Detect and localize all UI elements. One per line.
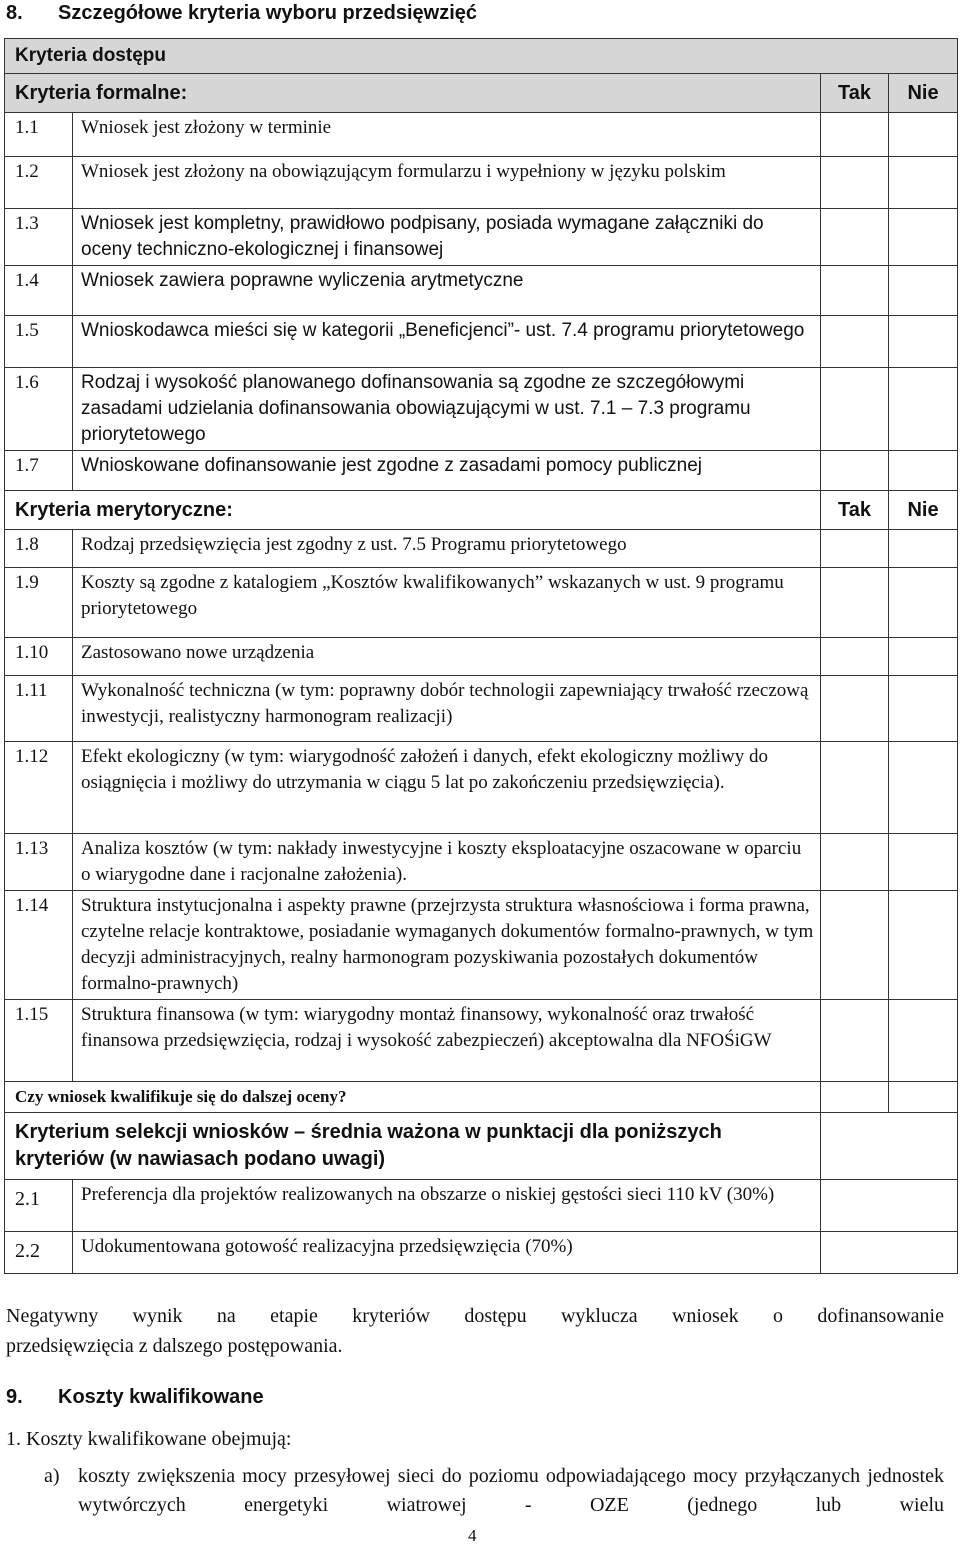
criterion-text: Struktura finansowa (w tym: wiarygodny montaż finansowy, wykonalność oraz trwałość finansowa przedsięwzięcia, rodzaj i wysokość zabezpieczeń) akceptowalna dla NFOŚiGW bbox=[73, 1000, 821, 1082]
criteria-table bbox=[4, 38, 958, 1274]
tak-checkbox-cell[interactable] bbox=[821, 368, 889, 451]
criterion-code: 2.2 bbox=[5, 1232, 73, 1274]
tak-checkbox-cell[interactable] bbox=[821, 891, 889, 1000]
criterion-text: Zastosowano nowe urządzenia bbox=[73, 638, 821, 676]
criterion-row bbox=[5, 113, 958, 157]
tak-checkbox-cell[interactable] bbox=[821, 834, 889, 891]
formal-header-row bbox=[5, 74, 958, 113]
tak-checkbox-cell[interactable] bbox=[821, 316, 889, 368]
nie-header: Nie bbox=[889, 491, 958, 530]
criterion-text: Struktura instytucjonalna i aspekty prawne (przejrzysta struktura własnościowa i forma prawna, czytelne relacje kontraktowe, posiadanie wymaganych dokumentów formalno-prawnych, w tym decyzji administracyjnych, realny harmonogram pozyskiwania pozostałych dokumentów formalno-prawnych) bbox=[73, 891, 821, 1000]
criterion-code: 2.1 bbox=[5, 1180, 73, 1232]
criterion-text: Rodzaj i wysokość planowanego dofinansowania są zgodne ze szczegółowymi zasadami udzielania dofinansowania obowiązującymi w ust. 7.1 – 7.3 programu priorytetowego bbox=[73, 368, 821, 451]
criterion-code: 1.4 bbox=[5, 266, 73, 316]
criterion-text: Wniosek jest złożony na obowiązującym formularzu i wypełniony w języku polskim bbox=[73, 157, 821, 209]
nie-checkbox-cell[interactable] bbox=[889, 157, 958, 209]
criterion-code: 1.7 bbox=[5, 451, 73, 491]
tak-checkbox-cell[interactable] bbox=[821, 1000, 889, 1082]
nie-checkbox-cell[interactable] bbox=[889, 676, 958, 742]
selection-header-row bbox=[5, 1113, 958, 1180]
criterion-text: Analiza kosztów (w tym: nakłady inwestycyjne i koszty eksploatacyjne oszacowane w oparciu o wiarygodne dane i racjonalne założenia). bbox=[73, 834, 821, 891]
criterion-code: 1.1 bbox=[5, 113, 73, 157]
nie-checkbox-cell[interactable] bbox=[889, 451, 958, 491]
tak-header: Tak bbox=[821, 74, 889, 113]
tak-checkbox-cell[interactable] bbox=[821, 742, 889, 834]
score-cell[interactable] bbox=[821, 1180, 958, 1232]
criterion-row bbox=[5, 891, 958, 1000]
tak-checkbox-cell[interactable] bbox=[821, 568, 889, 638]
formal-header: Kryteria formalne: bbox=[5, 74, 821, 113]
access-header: Kryteria dostępu bbox=[5, 39, 958, 74]
nie-checkbox-cell[interactable] bbox=[889, 266, 958, 316]
criterion-row bbox=[5, 1000, 958, 1082]
criterion-row bbox=[5, 451, 958, 491]
nie-header: Nie bbox=[889, 74, 958, 113]
criterion-code: 1.15 bbox=[5, 1000, 73, 1082]
nie-checkbox-cell[interactable] bbox=[889, 834, 958, 891]
nie-checkbox-cell[interactable] bbox=[889, 891, 958, 1000]
criterion-row bbox=[5, 568, 958, 638]
nie-checkbox-cell[interactable] bbox=[889, 368, 958, 451]
criterion-code: 1.5 bbox=[5, 316, 73, 368]
nie-checkbox-cell[interactable] bbox=[889, 568, 958, 638]
nie-checkbox-cell[interactable] bbox=[889, 316, 958, 368]
selection-score-cell bbox=[821, 1113, 958, 1180]
tak-checkbox-cell[interactable] bbox=[821, 209, 889, 266]
list-item-1: 1. Koszty kwalifikowane obejmują: bbox=[6, 1428, 292, 1450]
list-item-label: a) bbox=[44, 1465, 60, 1487]
criterion-code: 1.2 bbox=[5, 157, 73, 209]
criterion-row bbox=[5, 676, 958, 742]
tak-header: Tak bbox=[821, 491, 889, 530]
nie-checkbox-cell[interactable] bbox=[889, 742, 958, 834]
criterion-text: Koszty są zgodne z katalogiem „Kosztów kwalifikowanych” wskazanych w ust. 9 programu priorytetowego bbox=[73, 568, 821, 638]
qualification-question: Czy wniosek kwalifikuje się do dalszej oceny? bbox=[5, 1082, 821, 1113]
merit-header-row bbox=[5, 491, 958, 530]
list-item-a bbox=[44, 1462, 944, 1520]
criterion-code: 1.8 bbox=[5, 530, 73, 568]
nie-checkbox-cell[interactable] bbox=[889, 113, 958, 157]
criterion-text: Efekt ekologiczny (w tym: wiarygodność założeń i danych, efekt ekologiczny możliwy do osiągnięcia i możliwy do utrzymania w ciągu 5 lat po zakończeniu przedsięwzięcia). bbox=[73, 742, 821, 834]
score-cell[interactable] bbox=[821, 1232, 958, 1274]
criterion-row bbox=[5, 530, 958, 568]
qualification-question-row bbox=[5, 1082, 958, 1113]
tak-checkbox-cell[interactable] bbox=[821, 451, 889, 491]
note-line-1: Negatywny wynik na etapie kryteriów dostępu wyklucza wniosek o dofinansowanie bbox=[6, 1305, 944, 1327]
criterion-row bbox=[5, 266, 958, 316]
criterion-text: Wnioskowane dofinansowanie jest zgodne z zasadami pomocy publicznej bbox=[73, 451, 821, 491]
criterion-code: 1.6 bbox=[5, 368, 73, 451]
criterion-row bbox=[5, 316, 958, 368]
criterion-row bbox=[5, 157, 958, 209]
nie-checkbox-cell[interactable] bbox=[889, 530, 958, 568]
criterion-code: 1.3 bbox=[5, 209, 73, 266]
tak-checkbox-cell[interactable] bbox=[821, 530, 889, 568]
criterion-text: Preferencja dla projektów realizowanych na obszarze o niskiej gęstości sieci 110 kV (30%) bbox=[73, 1180, 821, 1232]
criterion-text: Wniosek zawiera poprawne wyliczenia arytmetyczne bbox=[73, 266, 821, 316]
criterion-code: 1.13 bbox=[5, 834, 73, 891]
criterion-code: 1.12 bbox=[5, 742, 73, 834]
criterion-text: Wnioskodawca mieści się w kategorii „Beneficjenci”- ust. 7.4 programu priorytetowego bbox=[73, 316, 821, 368]
criterion-text: Rodzaj przedsięwzięcia jest zgodny z ust. 7.5 Programu priorytetowego bbox=[73, 530, 821, 568]
section-number: 9. bbox=[6, 1386, 23, 1408]
criterion-text: Udokumentowana gotowość realizacyjna przedsięwzięcia (70%) bbox=[73, 1232, 821, 1274]
note-line-2: przedsięwzięcia z dalszego postępowania. bbox=[6, 1335, 343, 1357]
criterion-code: 1.11 bbox=[5, 676, 73, 742]
nie-checkbox-cell[interactable] bbox=[889, 1000, 958, 1082]
nie-checkbox-cell[interactable] bbox=[889, 1082, 958, 1113]
access-header-row bbox=[5, 39, 958, 74]
criterion-code: 1.9 bbox=[5, 568, 73, 638]
section-title: Szczegółowe kryteria wyboru przedsięwzięć bbox=[58, 2, 478, 24]
nie-checkbox-cell[interactable] bbox=[889, 638, 958, 676]
tak-checkbox-cell[interactable] bbox=[821, 113, 889, 157]
section-9-heading bbox=[6, 1386, 264, 1409]
section-8-heading bbox=[6, 2, 477, 25]
selection-criterion-row bbox=[5, 1232, 958, 1274]
tak-checkbox-cell[interactable] bbox=[821, 157, 889, 209]
selection-header: Kryterium selekcji wniosków – średnia ważona w punktacji dla poniższych kryteriów (w nawiasach podano uwagi) bbox=[5, 1113, 821, 1180]
tak-checkbox-cell[interactable] bbox=[821, 638, 889, 676]
criterion-row bbox=[5, 638, 958, 676]
criterion-code: 1.14 bbox=[5, 891, 73, 1000]
criterion-row bbox=[5, 209, 958, 266]
nie-checkbox-cell[interactable] bbox=[889, 209, 958, 266]
merit-header: Kryteria merytoryczne: bbox=[5, 491, 821, 530]
criterion-text: Wniosek jest złożony w terminie bbox=[73, 113, 821, 157]
criterion-code: 1.10 bbox=[5, 638, 73, 676]
list-item-text: koszty zwiększenia mocy przesyłowej sieci do poziomu odpowiadającego mocy przyłączanych jednostek wytwórczych energetyki wiatrowej - OZE (jednego lub wielu bbox=[78, 1465, 944, 1516]
section-number: 8. bbox=[6, 2, 23, 24]
section-title: Koszty kwalifikowane bbox=[58, 1386, 264, 1408]
criterion-row bbox=[5, 368, 958, 451]
tak-checkbox-cell[interactable] bbox=[821, 1082, 889, 1113]
page-number: 4 bbox=[468, 1526, 477, 1545]
criterion-text: Wykonalność techniczna (w tym: poprawny dobór technologii zapewniający trwałość rzeczową inwestycji, realistyczny harmonogram realizacji) bbox=[73, 676, 821, 742]
note-paragraph bbox=[6, 1302, 944, 1330]
criterion-text: Wniosek jest kompletny, prawidłowo podpisany, posiada wymagane załączniki do oceny techniczno-ekologicznej i finansowej bbox=[73, 209, 821, 266]
selection-criterion-row bbox=[5, 1180, 958, 1232]
tak-checkbox-cell[interactable] bbox=[821, 676, 889, 742]
criterion-row bbox=[5, 742, 958, 834]
criterion-row bbox=[5, 834, 958, 891]
tak-checkbox-cell[interactable] bbox=[821, 266, 889, 316]
